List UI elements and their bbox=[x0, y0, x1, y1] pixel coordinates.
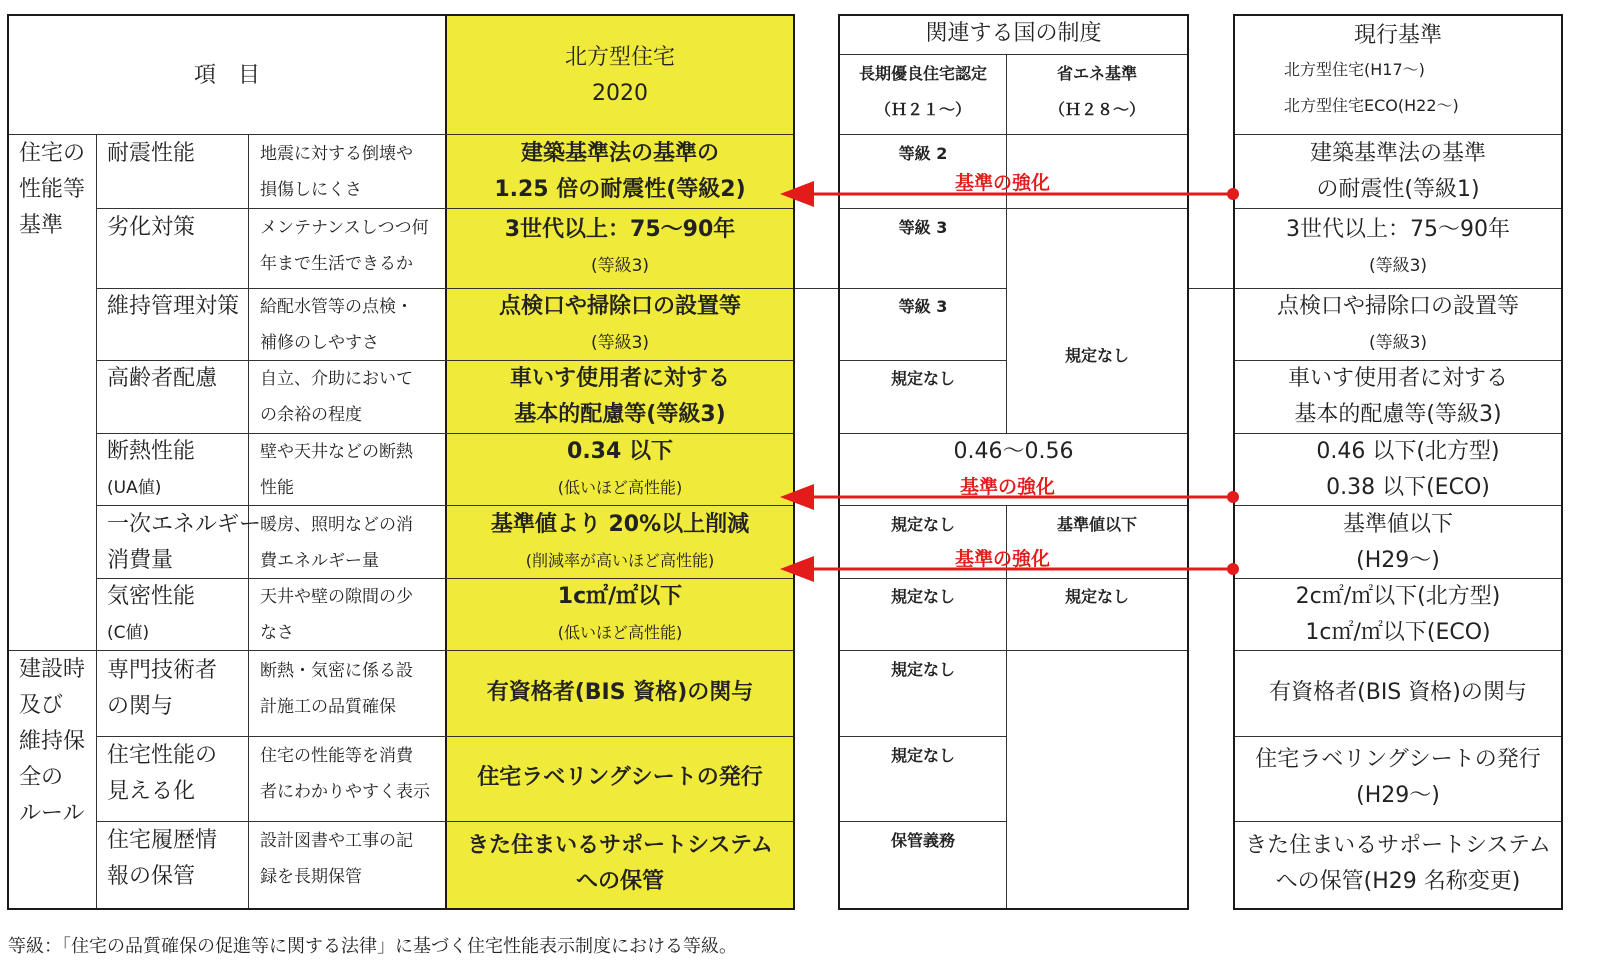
longlife-maintenance: 等級 3 bbox=[898, 297, 948, 316]
row-desc-insulation: 壁や天井などの断熱 性能 bbox=[260, 442, 413, 498]
row-2020-visualize: 住宅ラベリングシートの発行 bbox=[477, 765, 763, 790]
row-desc-maintenance: 給配水管等の点検・ 補修のしやすさ bbox=[260, 297, 413, 353]
arrow-label-insulation: 基準の強化 bbox=[960, 476, 1056, 498]
row-2020-history: きた住まいるサポートシステム への保管 bbox=[467, 833, 773, 894]
longlife-visualize: 規定なし bbox=[890, 746, 955, 765]
header-current-sub: 北方型住宅(H17～) 北方型住宅ECO(H22～) bbox=[1284, 60, 1459, 115]
row-desc-airtight: 天井や壁の隙間の少 なさ bbox=[260, 587, 413, 643]
current-elderly: 車いす使用者に対する 基本的配慮等(等級3) bbox=[1287, 366, 1508, 427]
row-2020-seismic: 建築基準法の基準の 1.25 倍の耐震性(等級2) bbox=[494, 141, 746, 202]
header-hoppo2020: 北方型住宅 2020 bbox=[564, 45, 675, 106]
longlife-elderly: 規定なし bbox=[890, 369, 955, 388]
row-item-maintenance: 維持管理対策 bbox=[107, 294, 240, 319]
row-desc-deterioration: メンテナンスしつつ何 年まで生活できるか bbox=[260, 218, 429, 274]
current-visualize: 住宅ラベリングシートの発行 (H29～) bbox=[1255, 747, 1541, 808]
group-construction-rules: 建設時 及び 維持保 全の ルール bbox=[19, 657, 86, 826]
row-desc-energy: 暖房、照明などの消 費エネルギー量 bbox=[260, 515, 413, 571]
header-current: 現行基準 bbox=[1353, 23, 1442, 48]
row-item-insulation: 断熱性能 (UA値) bbox=[107, 439, 196, 498]
longlife-history: 保管義務 bbox=[890, 831, 955, 850]
current-seismic: 建築基準法の基準 の耐震性(等級1) bbox=[1309, 141, 1486, 202]
row-2020-deterioration: 3世代以上：75～90年 (等級3) bbox=[504, 217, 736, 276]
header-national: 関連する国の制度 bbox=[925, 21, 1102, 46]
group-performance-standards: 住宅の 性能等 基準 bbox=[19, 141, 86, 238]
row-item-seismic: 耐震性能 bbox=[107, 141, 196, 166]
energy-airtight: 規定なし bbox=[1064, 587, 1129, 606]
row-item-visualize: 住宅性能の 見える化 bbox=[107, 743, 218, 804]
row-desc-seismic: 地震に対する倒壊や 損傷しにくさ bbox=[260, 144, 413, 200]
row-item-expert: 専門技術者 の関与 bbox=[107, 658, 218, 719]
row-desc-history: 設計図書や工事の記 録を長期保管 bbox=[260, 831, 413, 887]
row-2020-insulation: 0.34 以下 (低いほど高性能) bbox=[557, 439, 683, 497]
longlife-deterioration: 等級 3 bbox=[898, 218, 948, 237]
row-item-history: 住宅履歴情 報の保管 bbox=[107, 828, 218, 889]
row-2020-expert: 有資格者(BIS 資格)の関与 bbox=[486, 680, 754, 705]
longlife-energy: 規定なし bbox=[890, 515, 955, 534]
current-history: きた住まいるサポートシステム への保管(H29 名称変更) bbox=[1245, 833, 1551, 894]
row-2020-elderly: 車いす使用者に対する 基本的配慮等(等級3) bbox=[509, 366, 730, 427]
current-airtight: 2c㎡/㎡以下(北方型) 1c㎡/㎡以下(ECO) bbox=[1295, 584, 1501, 645]
arrow-label-energy: 基準の強化 bbox=[955, 548, 1051, 570]
row-2020-maintenance: 点検口や掃除口の設置等 (等級3) bbox=[498, 294, 741, 353]
energy-merged: 規定なし bbox=[1064, 346, 1129, 365]
row-desc-elderly: 自立、介助において の余裕の程度 bbox=[260, 369, 413, 425]
current-energy: 基準値以下 (H29～) bbox=[1342, 512, 1453, 573]
row-desc-expert: 断熱・気密に係る設 計施工の品質確保 bbox=[260, 661, 413, 717]
arrow-label-seismic: 基準の強化 bbox=[955, 172, 1051, 194]
longlife-seismic: 等級 2 bbox=[898, 144, 948, 163]
row-item-airtight: 気密性能 (C値) bbox=[107, 584, 196, 643]
current-maintenance: 点検口や掃除口の設置等 (等級3) bbox=[1276, 294, 1519, 353]
longlife-airtight: 規定なし bbox=[890, 587, 955, 606]
energy-energy: 基準値以下 bbox=[1056, 515, 1137, 534]
footnote: 等級：「住宅の品質確保の促進等に関する法律」に基づく住宅性能表示制度における等級。 bbox=[8, 936, 737, 957]
current-insulation: 0.46 以下(北方型) 0.38 以下(ECO) bbox=[1316, 439, 1500, 500]
row-item-energy: 一次エネルギー 消費量 bbox=[107, 512, 262, 573]
current-deterioration: 3世代以上：75～90年 (等級3) bbox=[1286, 217, 1510, 276]
row-2020-airtight: 1c㎡/㎡以下 (低いほど高性能) bbox=[557, 584, 683, 642]
row-item-elderly: 高齢者配慮 bbox=[107, 366, 218, 391]
header-longlife: 長期優良住宅認定 （Ｈ２１～） bbox=[858, 64, 987, 119]
row-2020-energy: 基準値より 20%以上削減 (削減率が高いほど高性能) bbox=[490, 512, 750, 570]
longlife-expert: 規定なし bbox=[890, 660, 955, 679]
header-energy: 省エネ基準 （Ｈ２８～） bbox=[1048, 64, 1145, 119]
national-insulation: 0.46～0.56 bbox=[953, 439, 1074, 464]
row-desc-visualize: 住宅の性能等を消費 者にわかりやすく表示 bbox=[260, 746, 430, 802]
header-item: 項 目 bbox=[193, 63, 260, 88]
current-expert: 有資格者(BIS 資格)の関与 bbox=[1269, 680, 1527, 705]
row-item-deterioration: 劣化対策 bbox=[107, 215, 196, 240]
